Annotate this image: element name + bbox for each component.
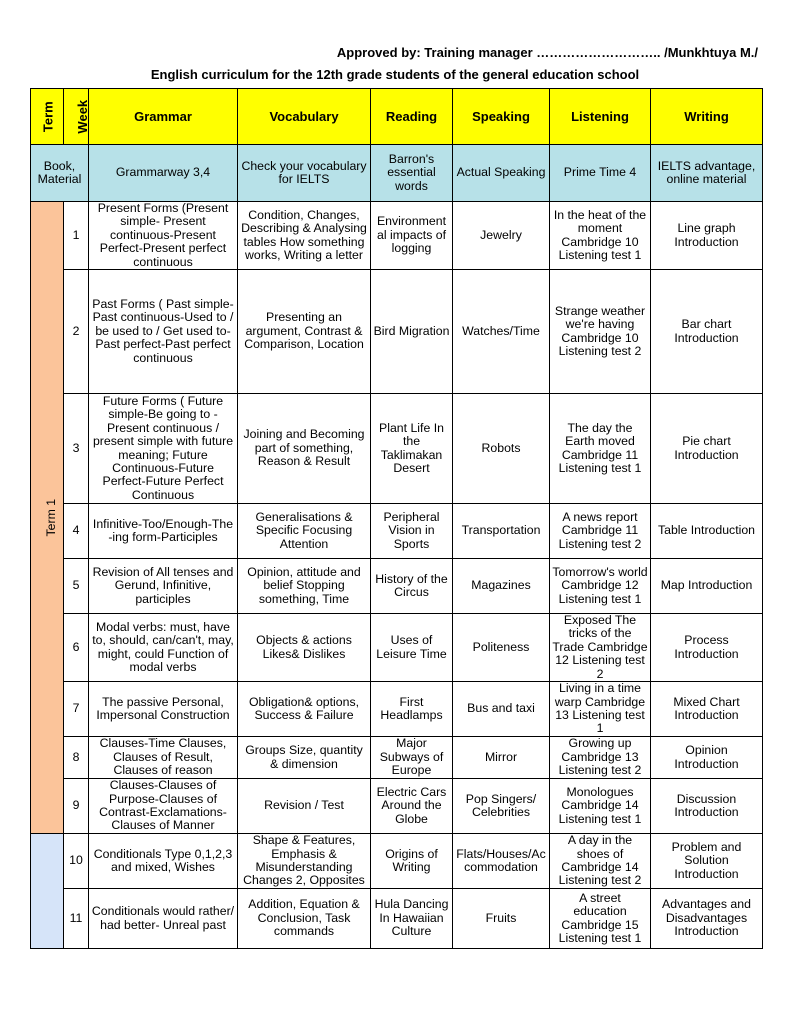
reading-cell: First Headlamps [371,682,453,737]
listening-cell: The day the Earth moved Cambridge 11 Listening test 1 [550,394,651,504]
grammar-cell: The passive Personal, Impersonal Construction [89,682,238,737]
grammar-cell: Conditionals would rather/ had better- Unreal past [89,889,238,949]
writing-cell: Discussion Introduction [651,779,763,834]
materials-row [31,145,763,202]
week-number: 2 [64,270,89,394]
week-row [31,559,763,614]
week-number: 7 [64,682,89,737]
week-row [31,779,763,834]
vocabulary-cell: Condition, Changes, Describing & Analysing tables How something works, Writing a letter [238,202,371,270]
vocabulary-cell: Opinion, attitude and belief Stopping something, Time [238,559,371,614]
document-title: English curriculum for the 12th grade students of the general education school [150,67,640,82]
vocabulary-cell: Objects & actions Likes& Dislikes [238,614,371,682]
vocabulary-cell: Groups Size, quantity & dimension [238,737,371,779]
vocabulary-cell: Shape & Features, Emphasis & Misunderstanding Changes 2, Opposites [238,834,371,889]
week-row [31,682,763,737]
materials-label: Book, Material [31,145,89,202]
week-number: 9 [64,779,89,834]
vocabulary-header: Vocabulary [238,89,371,145]
week-number: 3 [64,394,89,504]
writing-cell: Map Introduction [651,559,763,614]
speaking-cell: Mirror [453,737,550,779]
week-number: 6 [64,614,89,682]
curriculum-table [30,88,763,949]
vocabulary-cell: Presenting an argument, Contrast & Comparison, Location [238,270,371,394]
materials-reading: Barron's essential words [371,145,453,202]
week-number: 11 [64,889,89,949]
listening-cell: Exposed The tricks of the Trade Cambridge 12 Listening test 2 [550,614,651,682]
reading-cell: History of the Circus [371,559,453,614]
speaking-cell: Politeness [453,614,550,682]
listening-header: Listening [550,89,651,145]
week-number: 10 [64,834,89,889]
materials-speaking: Actual Speaking [453,145,550,202]
reading-header: Reading [371,89,453,145]
speaking-cell: Fruits [453,889,550,949]
listening-cell: A day in the shoes of Cambridge 14 Listening test 2 [550,834,651,889]
grammar-cell: Future Forms ( Future simple-Be going to - Present continuous / present simple with future meaning; Future Continuous-Future Perfect-Future Perfect Continuous [89,394,238,504]
grammar-header: Grammar [89,89,238,145]
listening-cell: A news report Cambridge 11 Listening test 2 [550,504,651,559]
writing-cell: Process Introduction [651,614,763,682]
writing-cell: Pie chart Introduction [651,394,763,504]
writing-cell: Advantages and Disadvantages Introduction [651,889,763,949]
speaking-cell: Watches/Time [453,270,550,394]
materials-vocabulary: Check your vocabulary for IELTS [238,145,371,202]
header-row [31,89,763,145]
speaking-cell: Magazines [453,559,550,614]
week-header: Week [64,89,89,145]
week-number: 4 [64,504,89,559]
week-number: 1 [64,202,89,270]
vocabulary-cell: Generalisations & Specific Focusing Attention [238,504,371,559]
writing-cell: Bar chart Introduction [651,270,763,394]
materials-grammar: Grammarway 3,4 [89,145,238,202]
listening-cell: Living in a time warp Cambridge 13 Listening test 1 [550,682,651,737]
listening-cell: In the heat of the moment Cambridge 10 Listening test 1 [550,202,651,270]
grammar-cell: Past Forms ( Past simple- Past continuous-Used to / be used to / Get used to-Past perfect-Past perfect continuous [89,270,238,394]
listening-cell: Tomorrow's world Cambridge 12 Listening test 1 [550,559,651,614]
listening-cell: Monologues Cambridge 14 Listening test 1 [550,779,651,834]
grammar-cell: Modal verbs: must, have to, should, can/can't, may, might, could Function of modal verbs [89,614,238,682]
grammar-cell: Present Forms (Present simple- Present continuous-Present Perfect-Present perfect continuous [89,202,238,270]
week-number: 8 [64,737,89,779]
reading-cell: Uses of Leisure Time [371,614,453,682]
vocabulary-cell: Revision / Test [238,779,371,834]
writing-cell: Line graph Introduction [651,202,763,270]
week-row [31,614,763,682]
week-row [31,737,763,779]
materials-listening: Prime Time 4 [550,145,651,202]
listening-cell: Growing up Cambridge 13 Listening test 2 [550,737,651,779]
speaking-cell: Robots [453,394,550,504]
week-row [31,504,763,559]
term-header: Term [31,89,64,145]
speaking-cell: Transportation [453,504,550,559]
writing-cell: Mixed Chart Introduction [651,682,763,737]
materials-writing: IELTS advantage, online material [651,145,763,202]
speaking-cell: Flats/Houses/Ac commodation [453,834,550,889]
reading-cell: Electric Cars Around the Globe [371,779,453,834]
vocabulary-cell: Joining and Becoming part of something, Reason & Result [238,394,371,504]
term-cell: Term 1 [31,202,64,834]
week-number: 5 [64,559,89,614]
vocabulary-cell: Obligation& options, Success & Failure [238,682,371,737]
listening-cell: A street education Cambridge 15 Listening test 1 [550,889,651,949]
reading-cell: Origins of Writing [371,834,453,889]
grammar-cell: Revision of All tenses and Gerund, Infinitive, participles [89,559,238,614]
grammar-cell: Clauses-Time Clauses, Clauses of Result, Clauses of reason [89,737,238,779]
week-row [31,834,763,889]
speaking-cell: Pop Singers/ Celebrities [453,779,550,834]
grammar-cell: Conditionals Type 0,1,2,3 and mixed, Wishes [89,834,238,889]
reading-cell: Plant Life In the Taklimakan Desert [371,394,453,504]
reading-cell: Peripheral Vision in Sports [371,504,453,559]
approval-line: Approved by: Training manager ……………………….. /Munkhtuya M./ [336,45,758,60]
speaking-cell: Bus and taxi [453,682,550,737]
week-row [31,270,763,394]
writing-cell: Problem and Solution Introduction [651,834,763,889]
reading-cell: Major Subways of Europe [371,737,453,779]
writing-cell: Table Introduction [651,504,763,559]
vocabulary-cell: Addition, Equation & Conclusion, Task commands [238,889,371,949]
week-row [31,889,763,949]
writing-header: Writing [651,89,763,145]
reading-cell: Environment al impacts of logging [371,202,453,270]
grammar-cell: Infinitive-Too/Enough-The -ing form-Participles [89,504,238,559]
reading-cell: Bird Migration [371,270,453,394]
reading-cell: Hula Dancing In Hawaiian Culture [371,889,453,949]
term-cell-next [31,834,64,949]
speaking-cell: Jewelry [453,202,550,270]
grammar-cell: Clauses-Clauses of Purpose-Clauses of Contrast-Exclamations-Clauses of Manner [89,779,238,834]
writing-cell: Opinion Introduction [651,737,763,779]
speaking-header: Speaking [453,89,550,145]
week-row [31,394,763,504]
listening-cell: Strange weather we're having Cambridge 10 Listening test 2 [550,270,651,394]
week-row [31,202,763,270]
